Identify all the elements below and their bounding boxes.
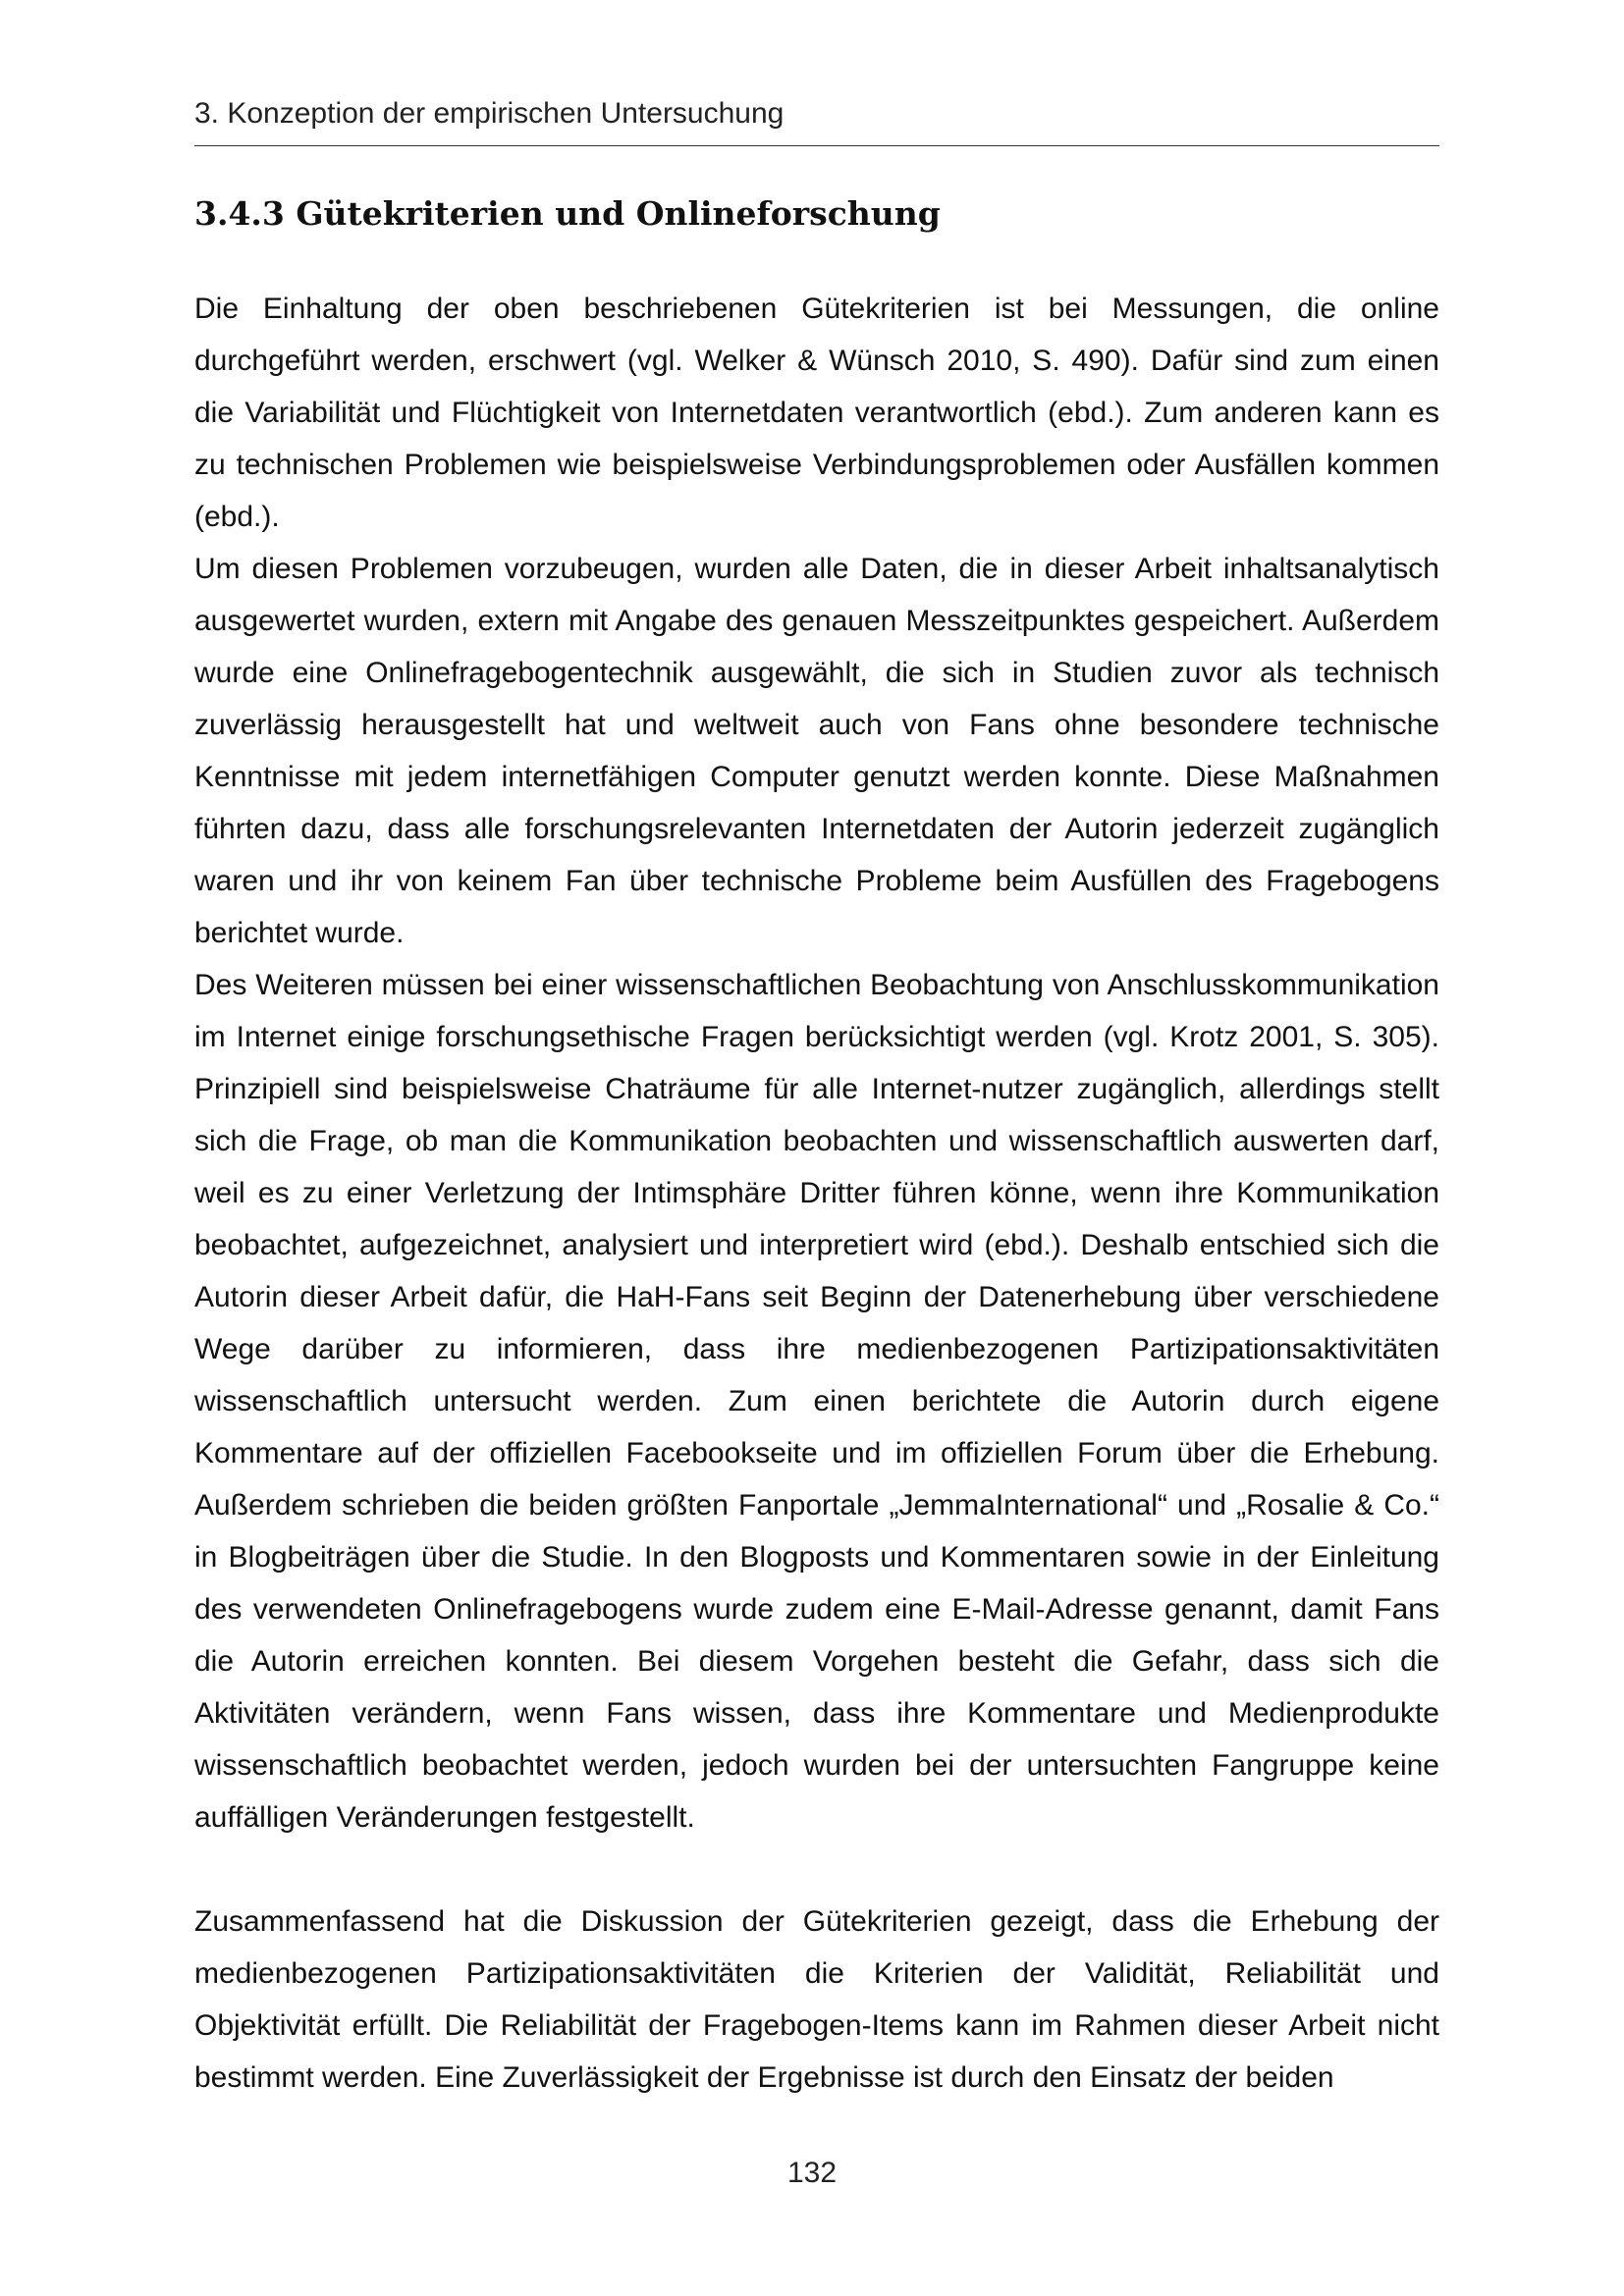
header-divider — [194, 145, 1439, 146]
body-text — [194, 283, 1439, 2104]
paragraph-prevention: Um diesen Problemen vorzubeugen, wurden alle Daten, die in dieser Arbeit inhaltsanalytisch ausgewertet wurden, extern mit Angabe des genauen Messzeitpunktes gespeichert. Außerdem wurde eine Onlinefragebogentechnik ausgewählt, die sich in Studien zuvor als technisch zuverlässig herausgestellt hat und weltweit auch von Fans ohne besondere technische Kenntnisse mit jedem internetfähigen Computer genutzt werden konnte. Diese Maßnahmen führten dazu, dass alle forschungsrelevanten Internetdaten der Autorin jederzeit zugänglich waren und ihr von keinem Fan über technische Probleme beim Ausfüllen des Fragebogens berichtet wurde. — [194, 553, 1439, 949]
section-heading: 3.4.3 Gütekriterien und Onlineforschung — [194, 194, 941, 233]
paragraph-ethics: Des Weiteren müssen bei einer wissenschaftlichen Beobachtung von Anschlusskommunikation im Internet einige forschungsethische Fragen berücksichtigt werden (vgl. Krotz 2001, S. 305). Prinzipiell sind beispielsweise Chaträume für alle Internet-nutzer zugänglich, allerdings stellt sich die Frage, ob man die Kommunikation beobachten und wissenschaftlich auswerten darf, weil es zu einer Verletzung der Intimsphäre Dritter führen könne, wenn ihre Kommunikation beobachtet, aufgezeichnet, analysiert und interpretiert wird (ebd.). Deshalb entschied sich die Autorin dieser Arbeit dafür, die HaH-Fans seit Beginn der Datenerhebung über verschiedene Wege darüber zu informieren, dass ihre medienbezogenen Partizipationsaktivitäten wissenschaftlich untersucht werden. Zum einen berichtete die Autorin durch eigene Kommentare auf der offiziellen Facebookseite und im offiziellen Forum über die Erhebung. Außerdem schrieben die beiden größten Fanportale „JemmaInternational“ und „Rosalie & Co.“ in Blogbeiträgen über die Studie. In den Blogposts und Kommentaren sowie in der Einleitung des verwendeten Onlinefragebogens wurde zudem eine E-Mail-Adresse genannt, damit Fans die Autorin erreichen konnten. Bei diesem Vorgehen besteht die Gefahr, dass sich die Aktivitäten verändern, wenn Fans wissen, dass ihre Kommentare und Medienprodukte wissenschaftlich beobachtet werden, jedoch wurden bei der untersuchten Fangruppe keine auffälligen Veränderungen festgestellt. — [194, 969, 1439, 1834]
page-number: 132 — [786, 2157, 838, 2189]
paragraph-intro: Die Einhaltung der oben beschriebenen Gütekriterien ist bei Messungen, die online durchgeführt werden, erschwert (vgl. Welker & Wünsch 2010, S. 490). Dafür sind zum einen die Variabilität und Flüchtigkeit von Internetdaten verantwortlich (ebd.). Zum anderen kann es zu technischen Problemen wie beispielsweise Verbindungsproblemen oder Ausfällen kommen (ebd.). — [194, 293, 1439, 533]
paragraph-summary: Zusammenfassend hat die Diskussion der Gütekriterien gezeigt, dass die Erhebung der medienbezogenen Partizipationsaktivitäten die Kriterien der Validität, Reliabilität und Objektivität erfüllt. Die Reliabilität der Fragebogen-Items kann im Rahmen dieser Arbeit nicht bestimmt werden. Eine Zuverlässigkeit der Ergebnisse ist durch den Einsatz der beiden — [194, 1905, 1439, 2094]
running-header: 3. Konzeption der empirischen Untersuchung — [194, 97, 785, 130]
